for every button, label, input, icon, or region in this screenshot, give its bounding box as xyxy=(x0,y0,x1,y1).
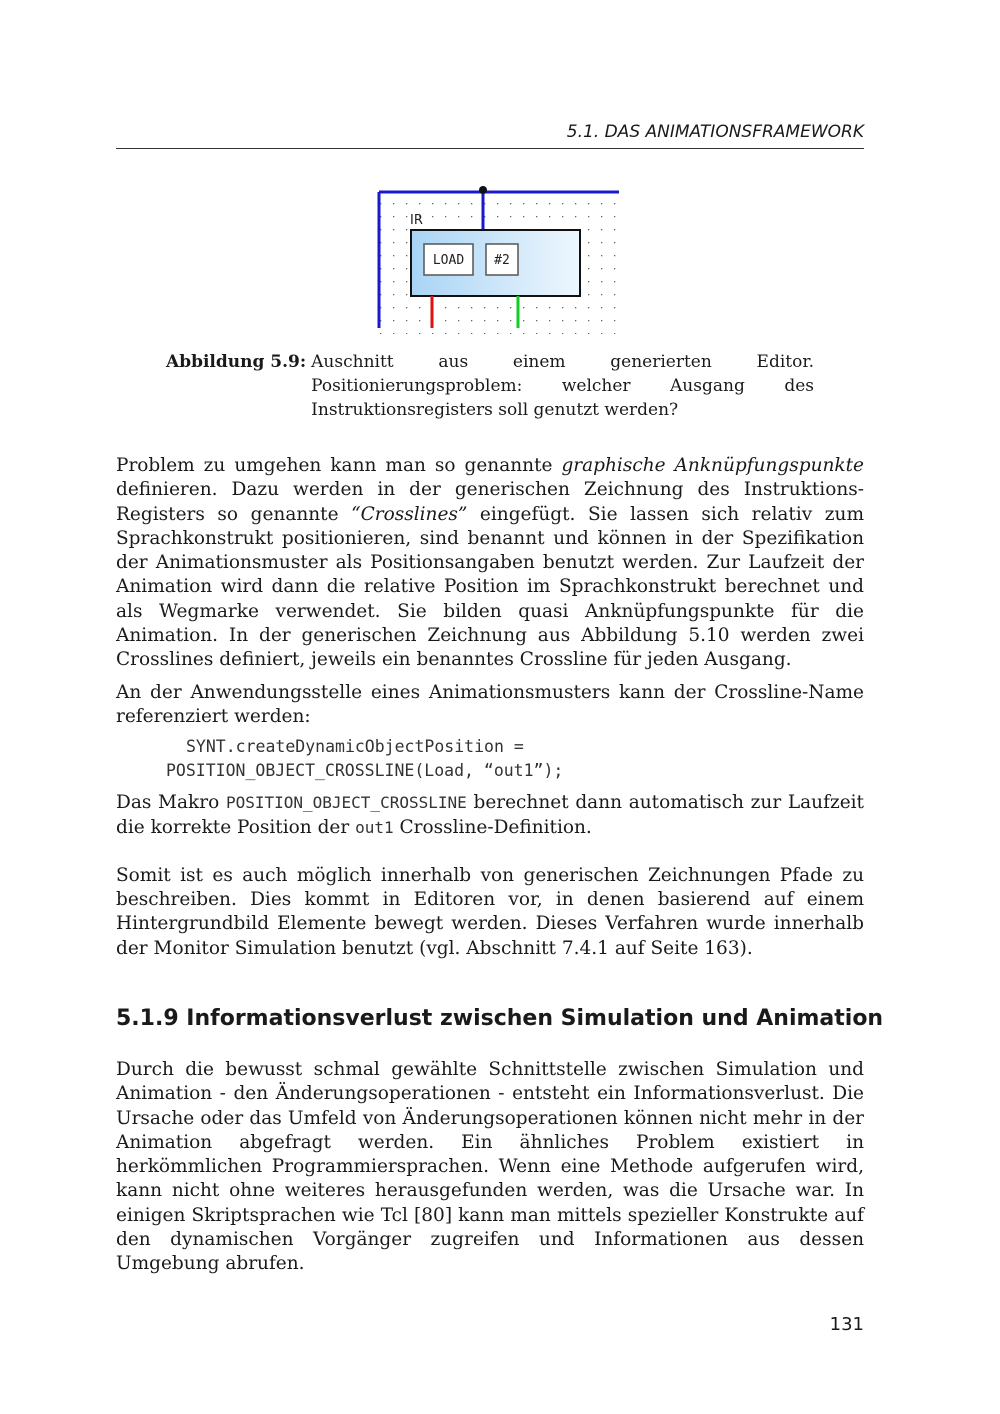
figure-caption xyxy=(166,350,814,422)
paragraph-reference: An der Anwendungsstelle eines Animationsmusters kann der Crossline-Name referenziert werden: xyxy=(116,681,864,727)
paragraph-information-loss: Durch die bewusst schmal gewählte Schnittstelle zwischen Simulation und Animation - den Änderungsoperationen - entsteht ein Informationsverlust. Die Ursache oder das Umfeld von Änderungsoperationen können nicht mehr in der Animation abgefragt werden. Ein ähnliches Problem existiert in herkömmlichen Programmiersprachen. Wenn eine Methode aufgerufen wird, kann nicht ohne weiteres herausgefunden werden, was die Ursache war. In einigen Skriptsprachen wie Tcl [80] kann man mittels spezieller Konstrukte auf den dynamischen Vorgänger zugreifen und Informationen aus dessen Umgebung abrufen. xyxy=(116,1059,864,1275)
p3-code-out1: out1 xyxy=(355,817,394,837)
paragraph-macro xyxy=(116,791,864,840)
caption-text: Auschnitt aus einem generierten Editor. Positionierungsproblem: welcher Ausgang des Instruktionsregisters soll genutzt werden? xyxy=(311,352,814,420)
p1-text-3: eingefügt. Sie lassen sich relativ zum Sprachkonstrukt positionieren, sind benannt und können in der Spezifikation der Animationsmuster als Positionsangaben benutzt werden. Zur Laufzeit der Animation wird dann die relative Position im Sprachkonstrukt berechnet und als Wegmarke verwendet. Sie bilden quasi Anknüpfungspunkte für die Animation. In der generischen Zeichnung aus Abbildung 5.10 werden zwei Crosslines definiert, jeweils ein benanntes Crossline für jeden Ausgang. xyxy=(116,503,864,671)
p3-text-3: Crossline-Definition. xyxy=(393,816,592,838)
page-number: 131 xyxy=(829,1314,864,1335)
p3-code-macro: POSITION_OBJECT_CROSSLINE xyxy=(225,793,467,813)
wire-junction xyxy=(479,186,487,194)
figure-editor-snippet xyxy=(374,184,624,334)
running-header xyxy=(116,120,864,149)
load-button-label: LOAD xyxy=(432,253,465,268)
p1-text-2: definieren. Dazu werden in der generischen Zeichnung des Instruktions-Registers so genannte xyxy=(116,479,864,525)
p1-text-1: Problem zu umgehen kann man so genannte xyxy=(116,455,562,476)
editor-canvas xyxy=(374,184,624,334)
p1-emphasis-2: “Crosslines” xyxy=(351,503,468,525)
body-text-upper xyxy=(116,454,864,961)
p3-text-1: Das Makro xyxy=(116,792,226,814)
code-block xyxy=(116,735,864,783)
body-text-lower xyxy=(116,1058,864,1277)
paragraph-crosslines xyxy=(116,454,864,673)
running-title: 5.1. DAS ANIMATIONSFRAMEWORK xyxy=(566,122,864,142)
code-line-2: POSITION_OBJECT_CROSSLINE(Load, “out1”); xyxy=(166,761,564,781)
number-button-label: #2 xyxy=(494,253,510,268)
paragraph-paths: Somit ist es auch möglich innerhalb von generischen Zeichnungen Pfade zu beschreiben. Dies kommt in Editoren vor, in denen basierend auf einem Hintergrundbild Elemente bewegt werden. Dieses Verfahren wurde innerhalb der Monitor Simulation benutzt (vgl. Abschnitt 7.4.1 auf Seite 163). xyxy=(116,864,864,959)
register-label: IR xyxy=(410,213,423,228)
code-line-1: SYNT.createDynamicObjectPosition = xyxy=(186,737,524,757)
section-heading: 5.1.9 Informationsverlust zwischen Simulation und Animation xyxy=(116,1006,884,1031)
p3-text-2: berechnet dann automatisch zur Laufzeit die korrekte Position der xyxy=(116,792,864,838)
caption-label: Abbildung 5.9: xyxy=(166,352,307,372)
p1-emphasis-1: graphische Anknüpfungspunkte xyxy=(561,455,864,476)
